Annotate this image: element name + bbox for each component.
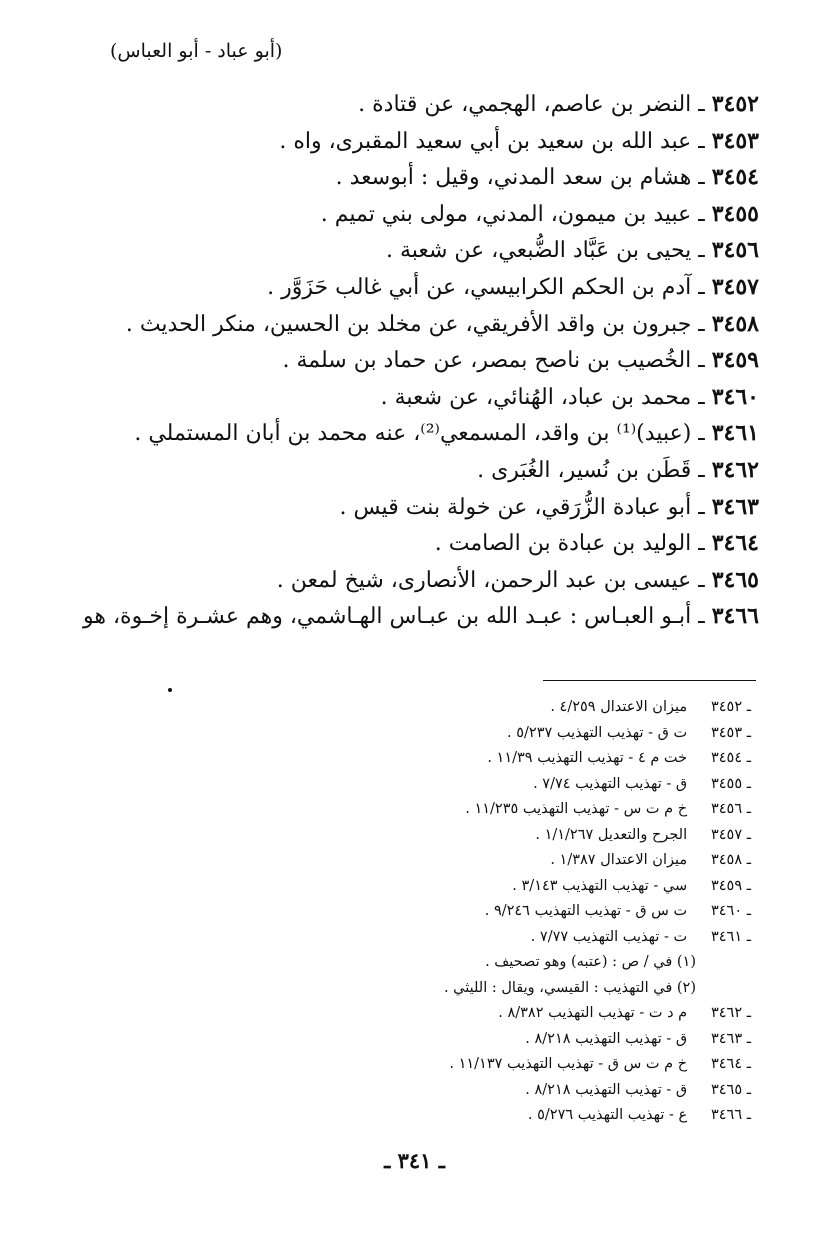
entry-number: ٣٤٥٢ xyxy=(711,91,759,117)
entry-dash: ـ xyxy=(691,128,712,154)
entry-dash: ـ xyxy=(691,421,712,447)
entry-text: عيسى بن عبد الرحمن، الأنصارى، شيخ لمعن . xyxy=(276,567,692,593)
footnotes-list xyxy=(191,695,751,1129)
footnote-entry-number: ٣٤٥٢ xyxy=(710,699,743,715)
footnote-text: ق - تهذيب التهذيب ٨/٢١٨ . xyxy=(525,1081,688,1098)
entry-number: ٣٤٥٣ xyxy=(711,127,759,154)
entry-dash: ـ xyxy=(691,457,712,483)
footnote-text: سي - تهذيب التهذيب ٣/١٤٣ . xyxy=(512,877,688,894)
entry-number: ٣٤٦٢ xyxy=(711,456,759,483)
footnote-text: خ م ت س ق - تهذيب التهذيب ١١/١٣٧ . xyxy=(449,1056,688,1072)
footnote-text: الجرح والتعديل ١/١/٢٦٧ . xyxy=(535,826,688,843)
entry-row xyxy=(79,269,759,306)
footnote-reference-row: ـ ٣٤٦٦ع - تهذيب التهذيب ٥/٢٧٦ . xyxy=(191,1103,751,1129)
footnote-text: خت م ٤ - تهذيب التهذيب ١١/٣٩ . xyxy=(487,750,688,766)
entry-row xyxy=(79,232,759,269)
footnote-text: ت س ق - تهذيب التهذيب ٩/٢٤٦ . xyxy=(484,903,688,919)
footnote-separator xyxy=(543,680,756,681)
footnote-reference-row: ـ ٣٤٥٦خ م ت س - تهذيب التهذيب ١١/٢٣٥ . xyxy=(191,797,751,823)
footnote-reference-row: ـ ٣٤٥٤خت م ٤ - تهذيب التهذيب ١١/٣٩ . xyxy=(191,746,751,772)
entry-row xyxy=(79,342,759,379)
footnote-reference-row: ـ ٣٤٦٣ق - تهذيب التهذيب ٨/٢١٨ . xyxy=(191,1027,751,1053)
footnote-remark-row xyxy=(191,976,751,1002)
entry-text: هشام بن سعد المدني، وقيل : أبوسعد . xyxy=(335,165,692,191)
entry-number: ٣٤٦٠ xyxy=(711,383,759,410)
entry-row xyxy=(79,159,759,196)
entry-text: محمد بن عباد، الهُنائي، عن شعبة . xyxy=(380,384,692,410)
footnote-reference-row: ـ ٣٤٥٩سي - تهذيب التهذيب ٣/١٤٣ . xyxy=(191,874,751,900)
entry-row xyxy=(79,196,759,233)
entry-row xyxy=(79,379,759,416)
footnote-entry-number: ٣٤٦١ xyxy=(710,928,743,945)
footnote-text: ت ق - تهذيب التهذيب ٥/٢٣٧ . xyxy=(507,724,688,741)
footnote-entry-number: ٣٤٥٦ xyxy=(710,801,743,817)
entry-text: جبرون بن واقد الأفريقي، عن مخلد بن الحسين، منكر الحديث . xyxy=(125,311,692,337)
footnote-entry-number: ٣٤٥٧ xyxy=(710,826,743,843)
footnote-text: ق - تهذيب التهذيب ٧/٧٤ . xyxy=(533,775,688,792)
entry-number: ٣٤٥٨ xyxy=(711,310,759,337)
footnote-reference-row: ـ ٣٤٥٥ق - تهذيب التهذيب ٧/٧٤ . xyxy=(191,772,751,798)
entry-number: ٣٤٦٤ xyxy=(711,530,759,557)
entry-dash: ـ xyxy=(691,348,712,374)
entry-row xyxy=(79,598,759,635)
footnote-entry-number: ٣٤٦٥ xyxy=(710,1081,743,1098)
entry-text: الوليد بن عبادة بن الصامت . xyxy=(434,531,692,557)
footnote-entry-number: ٣٤٥٣ xyxy=(710,724,743,741)
footnote-reference-row: ـ ٣٤٥٣ت ق - تهذيب التهذيب ٥/٢٣٧ . xyxy=(191,721,751,747)
entry-row xyxy=(79,86,759,123)
footnote-entry-number: ٣٤٥٩ xyxy=(710,877,743,894)
entries-list xyxy=(79,86,759,635)
entry-text: عبيد بن ميمون، المدني، مولى بني تميم . xyxy=(320,201,692,227)
footnote-text: ت - تهذيب التهذيب ٧/٧٧ . xyxy=(530,928,688,945)
entry-dash: ـ xyxy=(691,494,712,520)
entry-dash: ـ xyxy=(691,165,712,191)
running-header: (أبو عباد - أبو العباس) xyxy=(110,40,283,62)
footnote-text: ع - تهذيب التهذيب ٥/٢٧٦ . xyxy=(527,1107,688,1123)
entry-text: آدم بن الحكم الكرابيسي، عن أبي غالب حَزَوَّر . xyxy=(267,274,692,300)
entry-number: ٣٤٦٥ xyxy=(711,566,759,593)
entry-row xyxy=(79,306,759,343)
entry-text: قَطَن بن نُسير، الغُبَرى . xyxy=(477,457,692,483)
entry-text: أبو عبادة الزُّرَقي، عن خولة بنت قيس . xyxy=(339,494,692,520)
entry-dash: ـ xyxy=(691,384,712,410)
footnote-text: (١) في / ص : (عتبه) وهو تصحيف . xyxy=(485,954,696,970)
entry-text: عبد الله بن سعيد بن أبي سعيد المقبرى، واه . xyxy=(279,128,692,154)
entry-dash: ـ xyxy=(691,238,712,264)
footnote-text: ميزان الاعتدال ١/٣٨٧ . xyxy=(550,852,688,868)
footnote-entry-number: ٣٤٦٣ xyxy=(710,1030,743,1047)
entry-dash: ـ xyxy=(691,92,712,117)
entry-text: الخُصيب بن ناصح بمصر، عن حماد بن سلمة . xyxy=(282,348,692,374)
footnote-text: (٢) في التهذيب : القيسي، ويقال : الليثي . xyxy=(443,979,696,996)
entry-text: أبـو العبـاس : عبـد الله بن عبـاس الهـاشمي، وهم عشـرة إخـوة، هو xyxy=(83,604,692,630)
footnote-reference-row: ـ ٣٤٦٢م د ت - تهذيب التهذيب ٨/٣٨٢ . xyxy=(191,1001,751,1027)
entry-dash: ـ xyxy=(691,274,712,300)
entry-row xyxy=(79,415,759,452)
footnote-entry-number: ٣٤٥٥ xyxy=(710,775,743,792)
entry-dash: ـ xyxy=(691,604,712,630)
entry-number: ٣٤٥٧ xyxy=(711,273,759,300)
entry-text: النضر بن عاصم، الهجمي، عن قتادة . xyxy=(358,92,692,117)
entry-number: ٣٤٦٦ xyxy=(711,603,759,630)
footnote-text: ميزان الاعتدال ٤/٢٥٩ . xyxy=(550,699,688,715)
footnote-entry-number: ٣٤٥٨ xyxy=(710,852,743,868)
entry-dash: ـ xyxy=(691,311,712,337)
entry-text: يحيى بن عَبَّاد الضُّبعي، عن شعبة . xyxy=(385,238,692,264)
entry-number: ٣٤٦١ xyxy=(711,420,759,447)
footnote-entry-number: ٣٤٦٦ xyxy=(710,1107,743,1123)
footnote-reference-row: ـ ٣٤٦١ت - تهذيب التهذيب ٧/٧٧ . xyxy=(191,925,751,951)
footnote-text: م د ت - تهذيب التهذيب ٨/٣٨٢ . xyxy=(498,1005,688,1021)
entry-number: ٣٤٥٥ xyxy=(711,200,759,227)
footnote-reference-row: ـ ٣٤٦٤خ م ت س ق - تهذيب التهذيب ١١/١٣٧ . xyxy=(191,1052,751,1078)
entry-dash: ـ xyxy=(691,201,712,227)
footnote-reference-row: ـ ٣٤٥٧الجرح والتعديل ١/١/٢٦٧ . xyxy=(191,823,751,849)
entry-text: (عبيد)⁽¹⁾ بن واقد، المسمعي⁽²⁾، عنه محمد بن أبان المستملي . xyxy=(134,421,692,447)
footnote-entry-number: ٣٤٦٤ xyxy=(710,1056,743,1072)
page-number: ـ ٣٤١ ـ xyxy=(384,1148,445,1173)
footnote-reference-row: ـ ٣٤٥٨ميزان الاعتدال ١/٣٨٧ . xyxy=(191,848,751,874)
entry-dash: ـ xyxy=(691,567,712,593)
entry-row xyxy=(79,562,759,599)
footnote-entry-number: ٣٤٦٢ xyxy=(710,1005,743,1021)
footnote-entry-number: ٣٤٥٤ xyxy=(710,750,743,766)
footnote-reference-row: ـ ٣٤٦٠ت س ق - تهذيب التهذيب ٩/٢٤٦ . xyxy=(191,899,751,925)
footnote-text: خ م ت س - تهذيب التهذيب ١١/٢٣٥ . xyxy=(465,801,688,817)
entry-row xyxy=(79,525,759,562)
stray-dot xyxy=(168,688,172,692)
footnote-entry-number: ٣٤٦٠ xyxy=(710,903,743,919)
footnote-text: ق - تهذيب التهذيب ٨/٢١٨ . xyxy=(525,1030,688,1047)
footnote-reference-row: ـ ٣٤٥٢ميزان الاعتدال ٤/٢٥٩ . xyxy=(191,695,751,721)
entry-number: ٣٤٥٤ xyxy=(711,164,759,191)
entry-row xyxy=(79,489,759,526)
footnote-remark-row xyxy=(191,950,751,976)
entry-number: ٣٤٥٩ xyxy=(711,347,759,374)
footnote-reference-row: ـ ٣٤٦٥ق - تهذيب التهذيب ٨/٢١٨ . xyxy=(191,1078,751,1104)
entry-number: ٣٤٦٣ xyxy=(711,493,759,520)
entry-dash: ـ xyxy=(691,531,712,557)
entry-row xyxy=(79,452,759,489)
entry-row xyxy=(79,123,759,160)
entry-number: ٣٤٥٦ xyxy=(711,237,759,264)
